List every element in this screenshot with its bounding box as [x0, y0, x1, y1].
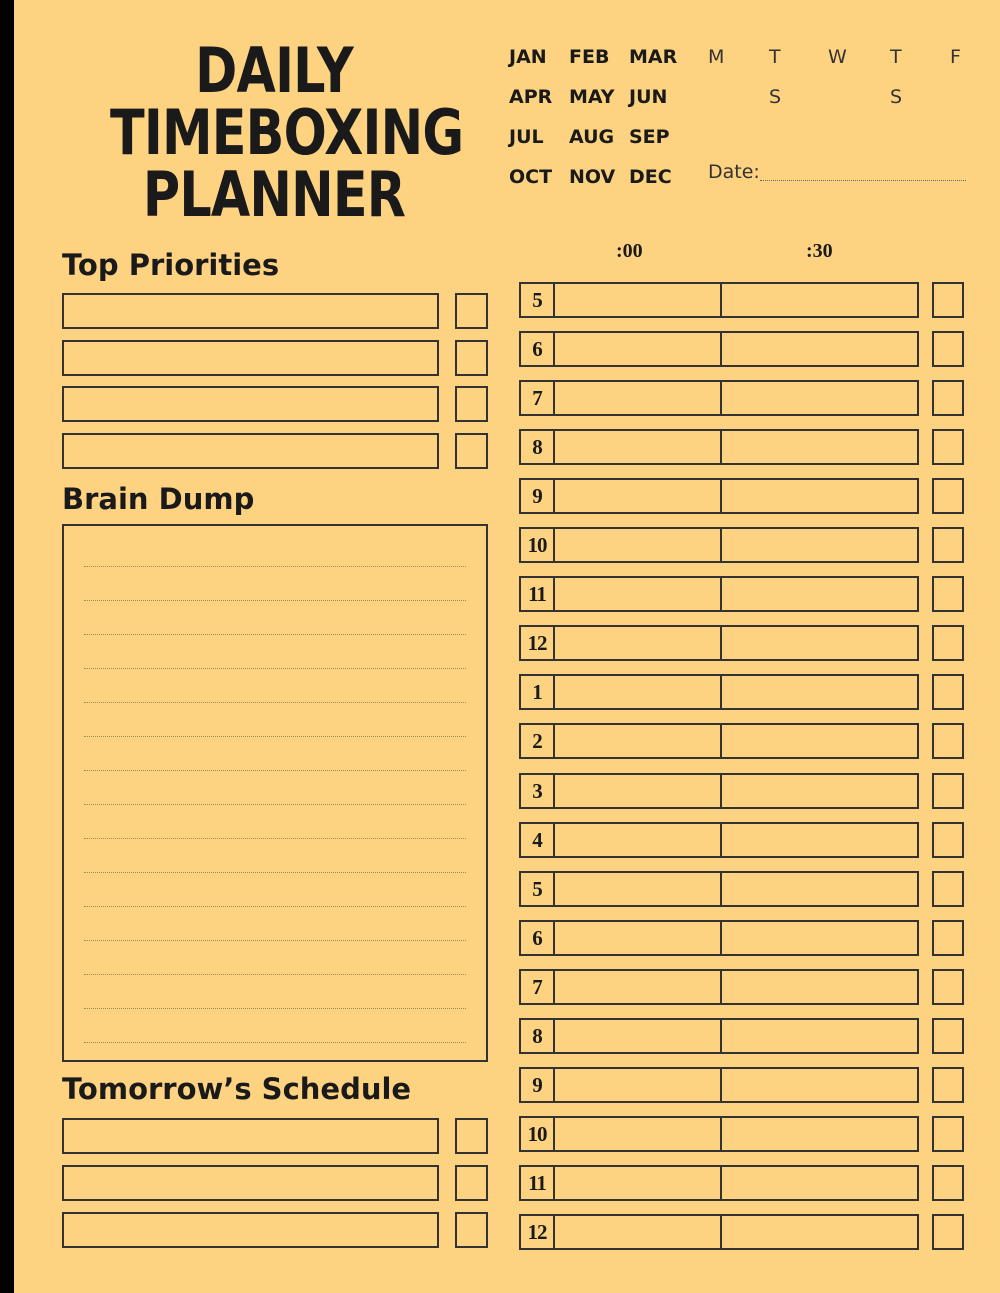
day-option-tuesday[interactable]: T	[769, 46, 781, 68]
time-slot-row[interactable]	[519, 380, 919, 416]
date-write-line[interactable]	[760, 180, 966, 181]
month-option[interactable]: OCT	[509, 166, 553, 188]
time-slot-checkbox[interactable]	[932, 527, 964, 563]
hour-label: 9	[521, 480, 555, 512]
time-slot-row[interactable]	[519, 576, 919, 612]
time-slot-row[interactable]	[519, 723, 919, 759]
hour-label: 12	[521, 627, 555, 659]
hour-label: 1	[521, 676, 555, 708]
half-hour-divider	[720, 922, 722, 954]
month-option[interactable]: JAN	[509, 46, 547, 68]
time-slot-checkbox[interactable]	[932, 429, 964, 465]
time-slot-checkbox[interactable]	[932, 723, 964, 759]
tomorrow-line[interactable]	[62, 1118, 439, 1154]
month-option[interactable]: AUG	[569, 126, 615, 148]
priority-line[interactable]	[62, 386, 439, 422]
month-option[interactable]: JUL	[509, 126, 544, 148]
top-priorities-heading: Top Priorities	[62, 248, 280, 282]
day-option-thursday[interactable]: T	[890, 46, 902, 68]
title-line-3: PLANNER	[142, 158, 406, 231]
half-hour-divider	[720, 873, 722, 905]
time-slot-checkbox[interactable]	[932, 871, 964, 907]
month-option[interactable]: NOV	[569, 166, 616, 188]
half-hour-divider	[720, 1216, 722, 1248]
hour-label: 12	[521, 1216, 555, 1248]
tomorrow-checkbox[interactable]	[455, 1165, 488, 1201]
tomorrow-line[interactable]	[62, 1165, 439, 1201]
month-option[interactable]: JUN	[629, 86, 668, 108]
time-slot-checkbox[interactable]	[932, 282, 964, 318]
time-slot-row[interactable]	[519, 527, 919, 563]
tomorrow-line[interactable]	[62, 1212, 439, 1248]
half-hour-divider	[720, 529, 722, 561]
time-slot-row[interactable]	[519, 1165, 919, 1201]
hour-label: 8	[521, 1020, 555, 1052]
hour-label: 11	[521, 1167, 555, 1199]
time-slot-checkbox[interactable]	[932, 1067, 964, 1103]
half-hour-divider	[720, 1020, 722, 1052]
time-slot-row[interactable]	[519, 969, 919, 1005]
time-slot-checkbox[interactable]	[932, 1116, 964, 1152]
planner-page	[14, 0, 1000, 1293]
month-option[interactable]: MAY	[569, 86, 615, 108]
half-hour-divider	[720, 1118, 722, 1150]
time-slot-row[interactable]	[519, 1018, 919, 1054]
month-selector	[509, 44, 689, 204]
priority-checkbox[interactable]	[455, 340, 488, 376]
day-option-sunday[interactable]: S	[890, 86, 903, 108]
half-hour-divider	[720, 1167, 722, 1199]
month-option[interactable]: MAR	[629, 46, 678, 68]
time-slot-row[interactable]	[519, 674, 919, 710]
time-slot-row[interactable]	[519, 478, 919, 514]
hour-label: 6	[521, 333, 555, 365]
brain-dump-area[interactable]	[62, 524, 488, 1062]
half-hour-divider	[720, 333, 722, 365]
time-slot-row[interactable]	[519, 429, 919, 465]
half-hour-divider	[720, 725, 722, 757]
time-slot-row[interactable]	[519, 920, 919, 956]
time-slot-checkbox[interactable]	[932, 920, 964, 956]
half-hour-divider	[720, 578, 722, 610]
month-option[interactable]: FEB	[569, 46, 610, 68]
page-title	[110, 34, 464, 231]
half-hour-divider	[720, 1069, 722, 1101]
time-slot-checkbox[interactable]	[932, 1165, 964, 1201]
hour-label: 10	[521, 529, 555, 561]
day-option-monday[interactable]: M	[708, 46, 725, 68]
half-hour-divider	[720, 627, 722, 659]
time-slot-checkbox[interactable]	[932, 1018, 964, 1054]
column-header-00: :00	[616, 240, 643, 262]
time-slot-checkbox[interactable]	[932, 478, 964, 514]
time-slot-row[interactable]	[519, 331, 919, 367]
time-slot-row[interactable]	[519, 1214, 919, 1250]
brain-dump-heading: Brain Dump	[62, 482, 255, 516]
time-slot-row[interactable]	[519, 625, 919, 661]
half-hour-divider	[720, 676, 722, 708]
hour-label: 7	[521, 971, 555, 1003]
priority-line[interactable]	[62, 433, 439, 469]
half-hour-divider	[720, 480, 722, 512]
time-slot-checkbox[interactable]	[932, 625, 964, 661]
hour-label: 2	[521, 725, 555, 757]
time-slot-row[interactable]	[519, 871, 919, 907]
half-hour-divider	[720, 775, 722, 807]
half-hour-divider	[720, 971, 722, 1003]
hour-label: 5	[521, 284, 555, 316]
time-slot-checkbox[interactable]	[932, 674, 964, 710]
column-header-30: :30	[806, 240, 833, 262]
tomorrow-schedule-heading: Tomorrow’s Schedule	[62, 1072, 412, 1106]
day-option-saturday[interactable]: S	[769, 86, 782, 108]
hour-label: 11	[521, 578, 555, 610]
hour-label: 7	[521, 382, 555, 414]
priority-checkbox[interactable]	[455, 293, 488, 329]
hour-label: 6	[521, 922, 555, 954]
hour-label: 8	[521, 431, 555, 463]
date-field[interactable]	[708, 161, 966, 185]
priority-checkbox[interactable]	[455, 433, 488, 469]
time-slot-checkbox[interactable]	[932, 331, 964, 367]
date-label: Date:	[708, 161, 760, 183]
time-slot-checkbox[interactable]	[932, 380, 964, 416]
half-hour-divider	[720, 284, 722, 316]
half-hour-divider	[720, 382, 722, 414]
hour-label: 9	[521, 1069, 555, 1101]
time-slot-row[interactable]	[519, 1116, 919, 1152]
hour-label: 5	[521, 873, 555, 905]
priority-checkbox[interactable]	[455, 386, 488, 422]
time-slot-checkbox[interactable]	[932, 969, 964, 1005]
time-slot-row[interactable]	[519, 822, 919, 858]
month-option[interactable]: SEP	[629, 126, 670, 148]
hour-label: 10	[521, 1118, 555, 1150]
priority-line[interactable]	[62, 293, 439, 329]
day-option-wednesday[interactable]: W	[828, 46, 847, 68]
time-slot-row[interactable]	[519, 1067, 919, 1103]
hour-label: 3	[521, 775, 555, 807]
day-option-friday[interactable]: F	[950, 46, 961, 68]
title-line-1: DAILY	[195, 34, 353, 107]
tomorrow-checkbox[interactable]	[455, 1212, 488, 1248]
title-line-2: TIMEBOXING	[110, 96, 464, 169]
tomorrow-checkbox[interactable]	[455, 1118, 488, 1154]
half-hour-divider	[720, 824, 722, 856]
time-slot-checkbox[interactable]	[932, 822, 964, 858]
priority-line[interactable]	[62, 340, 439, 376]
time-slot-row[interactable]	[519, 773, 919, 809]
time-slot-checkbox[interactable]	[932, 1214, 964, 1250]
time-slot-checkbox[interactable]	[932, 773, 964, 809]
time-slot-row[interactable]	[519, 282, 919, 318]
month-option[interactable]: DEC	[629, 166, 672, 188]
half-hour-divider	[720, 431, 722, 463]
time-slot-checkbox[interactable]	[932, 576, 964, 612]
day-selector	[704, 44, 974, 124]
month-option[interactable]: APR	[509, 86, 553, 108]
hour-label: 4	[521, 824, 555, 856]
